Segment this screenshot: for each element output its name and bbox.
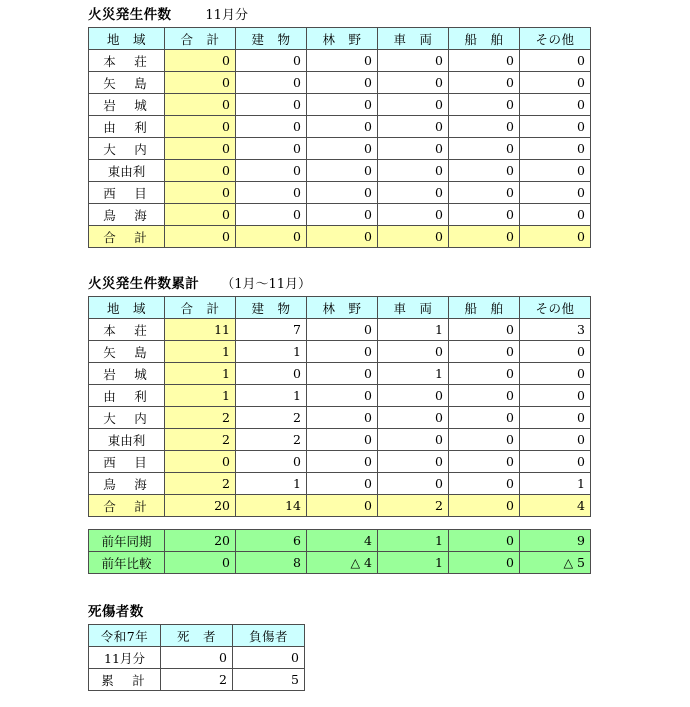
cell-forest: 0 [307,50,378,72]
cell-ship: 0 [449,451,520,473]
table-row [89,94,591,116]
cell-ship: 0 [449,182,520,204]
cell-ship: 0 [449,341,520,363]
cell-ship: 0 [449,407,520,429]
column-header-other: その他 [520,28,591,50]
column-header-region: 地 域 [89,28,165,50]
cell-total: 11 [165,319,236,341]
table-row [89,647,305,669]
prev-cell-building: 6 [236,530,307,552]
cell-forest: 0 [307,407,378,429]
cell-injuries: 0 [233,647,305,669]
cell-forest: 0 [307,72,378,94]
column-header-vehicle: 車 両 [378,297,449,319]
column-header-region: 地 域 [89,297,165,319]
cell-vehicle: 0 [378,50,449,72]
row-label-total: 合 計 [89,495,165,517]
column-header-ship: 船 舶 [449,28,520,50]
cell-building: 0 [236,116,307,138]
cell-total: 2 [165,407,236,429]
cell-ship: 0 [449,50,520,72]
row-label: 大 内 [89,407,165,429]
cell-vehicle: 0 [378,116,449,138]
row-label-total: 合 計 [89,226,165,248]
cell-forest: 0 [307,341,378,363]
table-row [89,116,591,138]
cell-forest: 0 [307,94,378,116]
cell-vehicle: 0 [378,160,449,182]
table-row [89,341,591,363]
cumulative-title-row [88,272,591,292]
column-header-forest: 林 野 [307,297,378,319]
casualty-title: 死傷者数 [88,604,144,620]
column-header-building: 建 物 [236,28,307,50]
cell-building: 0 [236,363,307,385]
table-total-row [89,226,591,248]
cell-building: 0 [236,182,307,204]
table-row [89,669,305,691]
cell-total: 0 [165,182,236,204]
monthly-fire-table [88,27,591,248]
cell-other: 0 [520,72,591,94]
total-cell-ship: 0 [449,495,520,517]
cell-building: 0 [236,50,307,72]
cell-total: 1 [165,363,236,385]
cell-total: 1 [165,385,236,407]
table-total-row [89,495,591,517]
table-row [89,407,591,429]
row-label: 西 目 [89,182,165,204]
total-cell-forest: 0 [307,226,378,248]
prev-cell-vehicle: 1 [378,530,449,552]
cell-building: 1 [236,341,307,363]
cell-vehicle: 0 [378,138,449,160]
cell-building: 1 [236,473,307,495]
cell-ship: 0 [449,138,520,160]
row-label: 鳥 海 [89,473,165,495]
cell-forest: 0 [307,363,378,385]
total-cell-forest: 0 [307,495,378,517]
table-row [89,138,591,160]
cell-vehicle: 0 [378,341,449,363]
monthly-title-row [88,3,591,23]
cell-forest: 0 [307,138,378,160]
table-row [89,204,591,226]
cumulative-fire-table [88,296,591,517]
row-label: 岩 城 [89,94,165,116]
cell-vehicle: 0 [378,385,449,407]
row-label: 東由利 [89,429,165,451]
cell-building: 0 [236,138,307,160]
cell-other: 0 [520,160,591,182]
prev-cell-ship: 0 [449,530,520,552]
cell-other: 0 [520,182,591,204]
cell-other: 0 [520,429,591,451]
cell-forest: 0 [307,182,378,204]
previous-year-row [89,530,591,552]
total-cell-building: 14 [236,495,307,517]
monthly-title: 火災発生件数 [88,7,172,23]
cell-vehicle: 0 [378,451,449,473]
row-label: 西 目 [89,451,165,473]
row-label-month: 11月分 [89,647,161,669]
cell-ship: 0 [449,473,520,495]
cell-other: 0 [520,50,591,72]
cell-ship: 0 [449,385,520,407]
table-row [89,50,591,72]
cell-total: 0 [165,116,236,138]
column-header-injuries: 負傷者 [233,625,305,647]
cell-total: 0 [165,72,236,94]
cell-total: 0 [165,451,236,473]
cell-forest: 0 [307,160,378,182]
cell-other: 0 [520,407,591,429]
cell-building: 0 [236,451,307,473]
column-header-total: 合 計 [165,28,236,50]
cell-ship: 0 [449,429,520,451]
cell-vehicle: 0 [378,407,449,429]
change-cell-forest: △ 4 [307,552,378,574]
cell-other: 0 [520,451,591,473]
cell-forest: 0 [307,319,378,341]
table-row [89,473,591,495]
cell-forest: 0 [307,116,378,138]
cell-ship: 0 [449,94,520,116]
cell-building: 2 [236,429,307,451]
table-header-row [89,297,591,319]
cell-building: 0 [236,72,307,94]
column-header-vehicle: 車 両 [378,28,449,50]
cell-other: 3 [520,319,591,341]
cell-building: 2 [236,407,307,429]
cell-other: 1 [520,473,591,495]
total-cell-ship: 0 [449,226,520,248]
prev-cell-total: 20 [165,530,236,552]
table-row [89,451,591,473]
cell-forest: 0 [307,429,378,451]
cell-other: 0 [520,138,591,160]
total-cell-other: 0 [520,226,591,248]
year-comparison-table [88,529,591,574]
total-cell-vehicle: 2 [378,495,449,517]
cell-total: 0 [165,50,236,72]
monthly-subtitle: 11月分 [205,8,248,23]
cell-vehicle: 0 [378,72,449,94]
row-label-year-change: 前年比較 [89,552,165,574]
cell-ship: 0 [449,204,520,226]
column-header-building: 建 物 [236,297,307,319]
cell-other: 0 [520,94,591,116]
casualty-title-row [88,600,305,620]
cell-vehicle: 1 [378,363,449,385]
column-header-total: 合 計 [165,297,236,319]
table-row [89,319,591,341]
total-cell-vehicle: 0 [378,226,449,248]
cumulative-subtitle: （1月～11月） [221,277,312,292]
cell-total: 1 [165,341,236,363]
row-label: 矢 島 [89,72,165,94]
row-label: 由 利 [89,385,165,407]
cell-total: 2 [165,473,236,495]
cell-other: 0 [520,363,591,385]
monthly-fire-section [88,3,591,248]
table-row [89,363,591,385]
change-cell-other: △ 5 [520,552,591,574]
change-cell-building: 8 [236,552,307,574]
cell-vehicle: 0 [378,204,449,226]
column-header-deaths: 死 者 [161,625,233,647]
table-header-row [89,28,591,50]
cumulative-fire-section [88,272,591,574]
table-gap-divider [88,517,591,529]
cell-deaths: 0 [161,647,233,669]
cell-total: 2 [165,429,236,451]
total-cell-total: 20 [165,495,236,517]
cell-vehicle: 0 [378,429,449,451]
cumulative-title: 火災発生件数累計 [88,276,200,292]
table-row [89,429,591,451]
cell-building: 0 [236,94,307,116]
cell-deaths: 2 [161,669,233,691]
cell-building: 7 [236,319,307,341]
cell-total: 0 [165,204,236,226]
cell-forest: 0 [307,385,378,407]
cell-ship: 0 [449,160,520,182]
table-row [89,160,591,182]
row-label: 本 荘 [89,319,165,341]
row-label: 岩 城 [89,363,165,385]
row-label-cumulative: 累 計 [89,669,161,691]
casualty-table [88,624,305,691]
change-cell-ship: 0 [449,552,520,574]
total-cell-total: 0 [165,226,236,248]
column-header-era-year: 令和7年 [89,625,161,647]
cell-forest: 0 [307,473,378,495]
cell-other: 0 [520,385,591,407]
cell-building: 0 [236,160,307,182]
year-change-row [89,552,591,574]
cell-total: 0 [165,160,236,182]
cell-ship: 0 [449,363,520,385]
column-header-ship: 船 舶 [449,297,520,319]
cell-injuries: 5 [233,669,305,691]
cell-vehicle: 1 [378,319,449,341]
cell-vehicle: 0 [378,94,449,116]
prev-cell-other: 9 [520,530,591,552]
row-label: 大 内 [89,138,165,160]
table-row [89,385,591,407]
cell-other: 0 [520,204,591,226]
row-label: 矢 島 [89,341,165,363]
cell-other: 0 [520,116,591,138]
cell-building: 0 [236,204,307,226]
cell-ship: 0 [449,116,520,138]
column-header-forest: 林 野 [307,28,378,50]
change-cell-total: 0 [165,552,236,574]
prev-cell-forest: 4 [307,530,378,552]
cell-other: 0 [520,341,591,363]
cell-ship: 0 [449,319,520,341]
table-row [89,72,591,94]
table-row [89,182,591,204]
cell-forest: 0 [307,451,378,473]
cell-vehicle: 0 [378,473,449,495]
cell-vehicle: 0 [378,182,449,204]
cell-total: 0 [165,138,236,160]
total-cell-building: 0 [236,226,307,248]
row-label: 由 利 [89,116,165,138]
cell-forest: 0 [307,204,378,226]
total-cell-other: 4 [520,495,591,517]
cell-total: 0 [165,94,236,116]
cell-ship: 0 [449,72,520,94]
casualty-section [88,600,305,691]
row-label-previous-year: 前年同期 [89,530,165,552]
cell-building: 1 [236,385,307,407]
change-cell-vehicle: 1 [378,552,449,574]
row-label: 東由利 [89,160,165,182]
row-label: 鳥 海 [89,204,165,226]
row-label: 本 荘 [89,50,165,72]
table-header-row [89,625,305,647]
column-header-other: その他 [520,297,591,319]
